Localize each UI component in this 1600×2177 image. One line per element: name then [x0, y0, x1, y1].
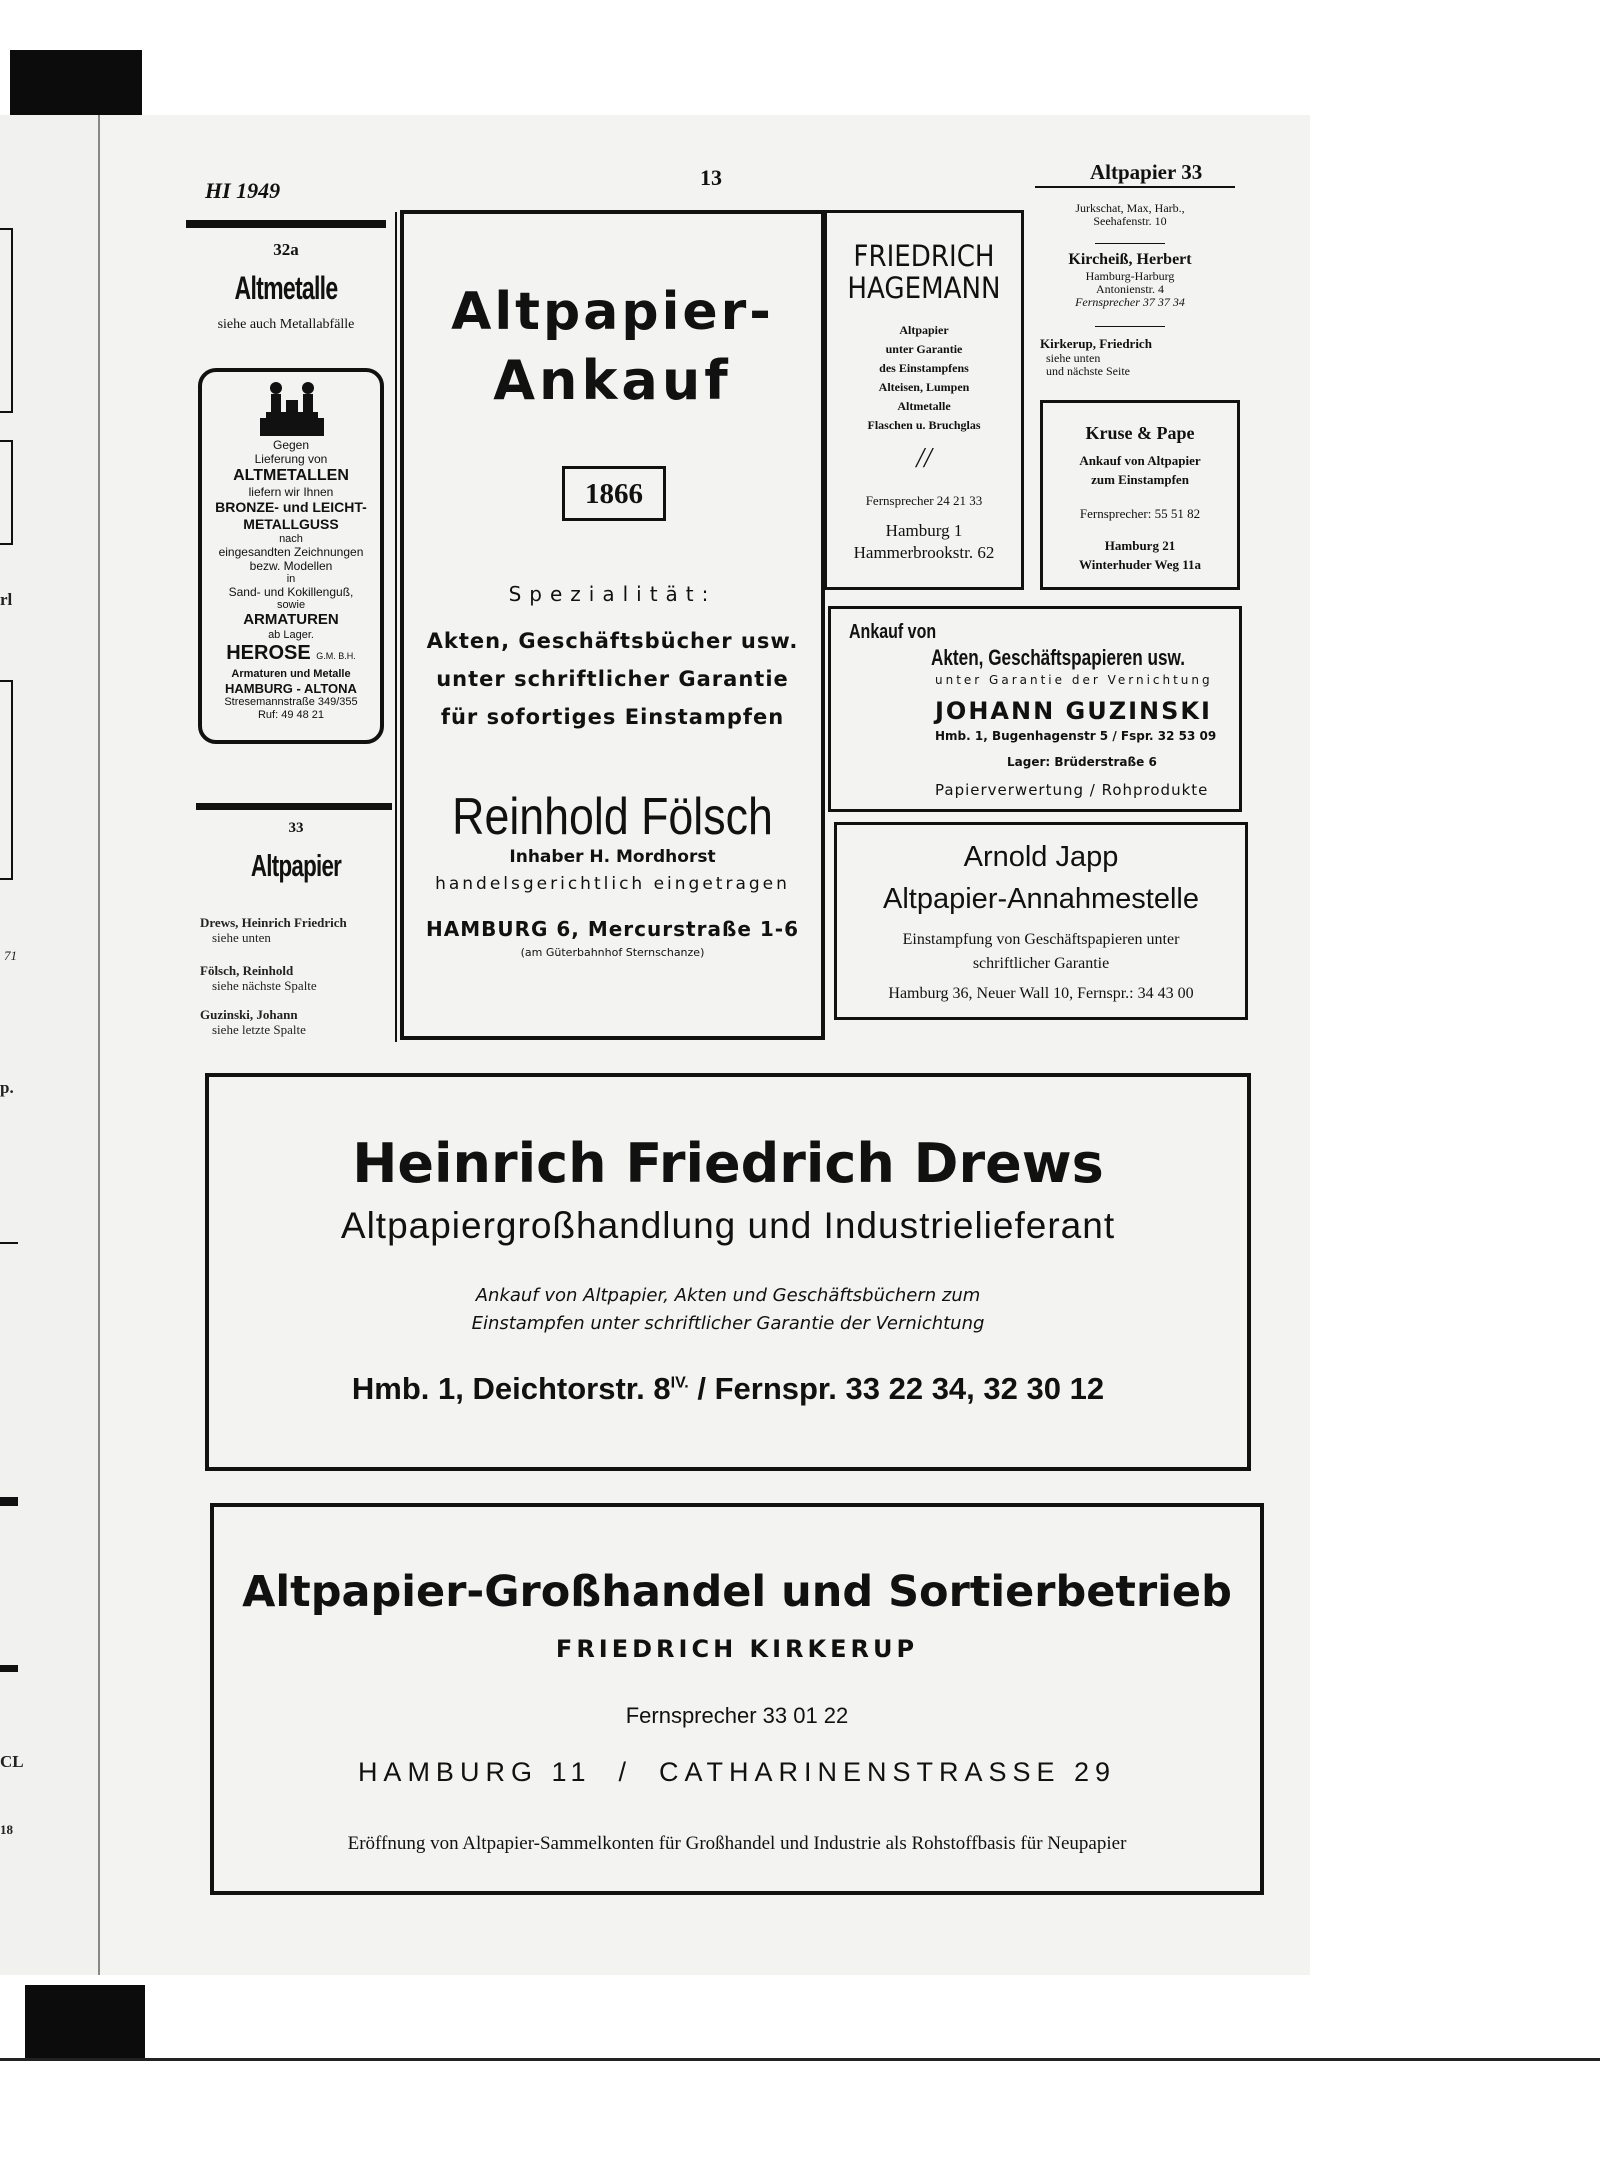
page-number: 13: [700, 165, 722, 190]
section-title-altmetalle: Altmetalle: [234, 270, 338, 306]
list-separator: [1095, 326, 1165, 327]
drews-address-street: Hmb. 1, Deichtorstr. 8: [351, 1371, 671, 1406]
prev-page-fragment: 71: [4, 948, 17, 963]
herose-city: HAMBURG - ALTONA: [225, 681, 357, 696]
japp-name: Arnold Japp: [963, 841, 1119, 873]
hagemann-line: Altpapier: [899, 323, 949, 337]
herose-text-block: [202, 438, 380, 722]
kirkerup-headline: Altpapier-Großhandel und Sortierbetrieb: [242, 1567, 1232, 1617]
herose-company-name: HEROSE: [226, 642, 311, 664]
hagemann-name-1: FRIEDRICH: [853, 239, 995, 273]
list-item-name: Fölsch, Reinhold: [200, 963, 294, 978]
foelsch-year-box: [562, 466, 666, 521]
list-item-name: Jurkschat, Max, Harb.,: [1075, 201, 1185, 215]
header-rule-right: [1035, 186, 1235, 188]
guzinski-address: Hmb. 1, Bugenhagenstr 5 / Fspr. 32 53 09: [935, 729, 1217, 743]
list-item: [1030, 250, 1230, 309]
hagemann-line: Altmetalle: [897, 399, 951, 413]
herose-line: bezw. Modellen: [249, 559, 333, 573]
japp-line-2: schriftlicher Garantie: [972, 955, 1110, 972]
prev-page-fragment: CL: [0, 1752, 24, 1771]
foelsch-address-note: (am Güterbahnhof Sternschanze): [520, 946, 705, 959]
list-item-name: Guzinski, Johann: [200, 1007, 298, 1022]
kirkerup-name: FRIEDRICH KIRKERUP: [555, 1635, 919, 1663]
prev-page-rule: [0, 1497, 18, 1506]
hagemann-name-2: HAGEMANN: [847, 271, 1001, 305]
herose-line: ab Lager.: [268, 629, 314, 641]
list-item: [1030, 202, 1230, 228]
list-item-note: siehe unten: [212, 930, 271, 945]
drews-line-1: Ankauf von Altpapier, Akten und Geschäftsbüchern zum: [475, 1285, 981, 1306]
herose-ad: [198, 368, 384, 744]
herose-line: Sand- und Kokillenguß,: [228, 585, 354, 599]
kruse-line-1: Ankauf von Altpapier: [1079, 453, 1201, 468]
herose-company-row: [202, 641, 380, 668]
foelsch-registered: handelsgerichtlich eingetragen: [435, 874, 790, 894]
list-item: [200, 963, 390, 993]
hagemann-mark: //: [916, 443, 932, 474]
hagemann-street: Hammerbrookstr. 62: [853, 543, 995, 562]
kruse-pape-ad: [1040, 400, 1240, 590]
kruse-phone: Fernsprecher: 55 51 82: [1079, 506, 1201, 521]
hagemann-line: Flaschen u. Bruchglas: [867, 418, 981, 432]
foelsch-spec-label: Spezialität:: [508, 582, 717, 606]
herose-line: Gegen: [272, 438, 310, 452]
kruse-city: Hamburg 21: [1104, 538, 1176, 553]
herose-logo-icon: [252, 378, 332, 440]
foelsch-spec-line: Akten, Geschäftsbücher usw.: [426, 629, 799, 653]
section-rule: [196, 803, 392, 810]
japp-address: Hamburg 36, Neuer Wall 10, Fernspr.: 34 43 00: [888, 985, 1194, 1002]
hagemann-line: des Einstampfens: [879, 361, 969, 375]
list-item-name: Drews, Heinrich Friedrich: [200, 915, 347, 930]
hagemann-lines: [827, 321, 1021, 435]
column-divider: [395, 212, 397, 1042]
issue-label: HI 1949: [205, 178, 281, 203]
foelsch-spec-line: für sofortiges Einstampfen: [440, 705, 785, 729]
list-item-line: Seehafenstr. 10: [1093, 214, 1167, 228]
list-item: [200, 1007, 390, 1037]
list-item-note: siehe letzte Spalte: [212, 1022, 306, 1037]
bottom-edge-line: [0, 2058, 1600, 2061]
herose-line: eingesandten Zeichnungen: [218, 545, 364, 559]
list-item: [1040, 336, 1230, 378]
drews-subtitle: Altpapiergroßhandlung und Industrielieferant: [340, 1205, 1116, 1246]
prev-page-box-1: [0, 228, 13, 413]
drews-line-2: Einstampfen unter schriftlicher Garantie der Vernichtung: [471, 1313, 985, 1334]
list-item-name: Kirkerup, Friedrich: [1040, 336, 1152, 351]
japp-title: Altpapier-Annahmestelle: [883, 883, 1199, 915]
drews-address-floor: IV.: [670, 1374, 689, 1392]
guzinski-footer: Papierverwertung / Rohprodukte: [935, 781, 1209, 799]
kirkerup-ad: [210, 1503, 1264, 1895]
list-item-line: und nächste Seite: [1046, 364, 1130, 378]
herose-line: ARMATUREN: [243, 611, 339, 628]
kruse-name: Kruse & Pape: [1085, 423, 1195, 443]
foelsch-spec-line: unter schriftlicher Garantie: [436, 667, 789, 691]
prev-page-rule: [0, 1665, 18, 1672]
prev-page-box-3: [0, 680, 13, 880]
prev-page-fragment: 18: [0, 1822, 13, 1837]
japp-ad: [834, 822, 1248, 1020]
herose-line: METALLGUSS: [243, 516, 339, 532]
list-item-line: Antonienstr. 4: [1096, 282, 1164, 296]
kruse-street: Winterhuder Weg 11a: [1078, 557, 1202, 572]
herose-subtitle: Armaturen und Metalle: [231, 668, 351, 680]
hagemann-line: Alteisen, Lumpen: [878, 380, 970, 394]
prev-page-fragment: p.: [0, 1078, 14, 1097]
previous-page-strip: [0, 115, 100, 1975]
prev-page-rule: [0, 1242, 18, 1244]
foelsch-spec-lines: [404, 622, 821, 736]
section-label: Altpapier 33: [1090, 160, 1203, 184]
herose-line: in: [286, 573, 296, 585]
section-number-32a: 32a: [273, 240, 299, 259]
scan-edge-top: [10, 50, 142, 125]
drews-ad: [205, 1073, 1251, 1471]
scan-edge-bottom: [25, 1985, 145, 2060]
list-item-note: siehe nächste Spalte: [212, 978, 317, 993]
foelsch-headline-2: Ankauf: [493, 349, 732, 412]
header-rule: [186, 220, 386, 228]
hagemann-city: Hamburg 1: [885, 521, 963, 540]
section-number-33: 33: [288, 820, 304, 836]
guzinski-ad: [828, 606, 1242, 812]
list-separator: [1095, 243, 1165, 244]
list-item-line: siehe unten: [1046, 351, 1101, 365]
guzinski-name: JOHANN GUZINSKI: [935, 697, 1212, 725]
drews-address-phone: / Fernspr. 33 22 34, 32 30 12: [688, 1371, 1105, 1406]
herose-line: BRONZE- und LEICHT-: [215, 499, 367, 515]
herose-line: Lieferung von: [254, 452, 328, 466]
guzinski-line-1: Ankauf von: [849, 621, 937, 643]
prev-page-fragment: rl: [0, 590, 13, 609]
list-item-name: Kircheiß, Herbert: [1068, 251, 1192, 268]
guzinski-line-2: Akten, Geschäftspapieren usw.: [931, 645, 1185, 670]
page-gutter-line: [98, 115, 100, 1975]
foelsch-company: Reinhold Fölsch: [452, 788, 773, 846]
hagemann-line: unter Garantie: [885, 342, 963, 356]
drews-name: Heinrich Friedrich Drews: [352, 1132, 1104, 1195]
foelsch-headline-1: Altpapier-: [451, 282, 774, 342]
kirkerup-phone: Fernsprecher 33 01 22: [625, 1703, 849, 1728]
prev-page-box-2: [0, 440, 13, 545]
see-also-note: siehe auch Metallabfälle: [217, 317, 355, 332]
guzinski-line-3: unter Garantie der Vernichtung: [935, 673, 1213, 687]
kirkerup-footer: Eröffnung von Altpapier-Sammelkonten für Großhandel und Industrie als Rohstoffbasis für Neupapier: [347, 1833, 1127, 1854]
kirkerup-address: HAMBURG 11 / CATHARINENSTRASSE 29: [357, 1757, 1117, 1787]
hagemann-ad: [824, 210, 1024, 590]
foelsch-owner: Inhaber H. Mordhorst: [509, 847, 716, 867]
herose-line: liefern wir Ihnen: [248, 485, 334, 499]
list-item-line: Fernsprecher 37 37 34: [1075, 295, 1185, 309]
hagemann-phone: Fernsprecher 24 21 33: [865, 493, 983, 508]
foelsch-ad: [400, 210, 825, 1040]
herose-street: Stresemannstraße 349/355: [224, 696, 358, 708]
japp-line-1: Einstampfung von Geschäftspapieren unter: [902, 931, 1180, 948]
drews-address: [209, 1371, 1247, 1407]
list-item: [200, 915, 390, 945]
herose-line: ALTMETALLEN: [233, 467, 349, 484]
herose-line: sowie: [276, 599, 306, 611]
herose-line: nach: [279, 533, 303, 545]
herose-company-suffix: G.M. B.H.: [316, 651, 356, 661]
kruse-line-2: zum Einstampfen: [1091, 472, 1189, 487]
foelsch-year: 1866: [585, 478, 643, 510]
herose-phone: Ruf: 49 48 21: [257, 709, 325, 721]
section-title-altpapier: Altpapier: [250, 848, 342, 883]
foelsch-address: HAMBURG 6, Mercurstraße 1-6: [425, 917, 799, 941]
guzinski-storage: Lager: Brüderstraße 6: [1007, 755, 1157, 769]
list-item-line: Hamburg-Harburg: [1085, 269, 1175, 283]
